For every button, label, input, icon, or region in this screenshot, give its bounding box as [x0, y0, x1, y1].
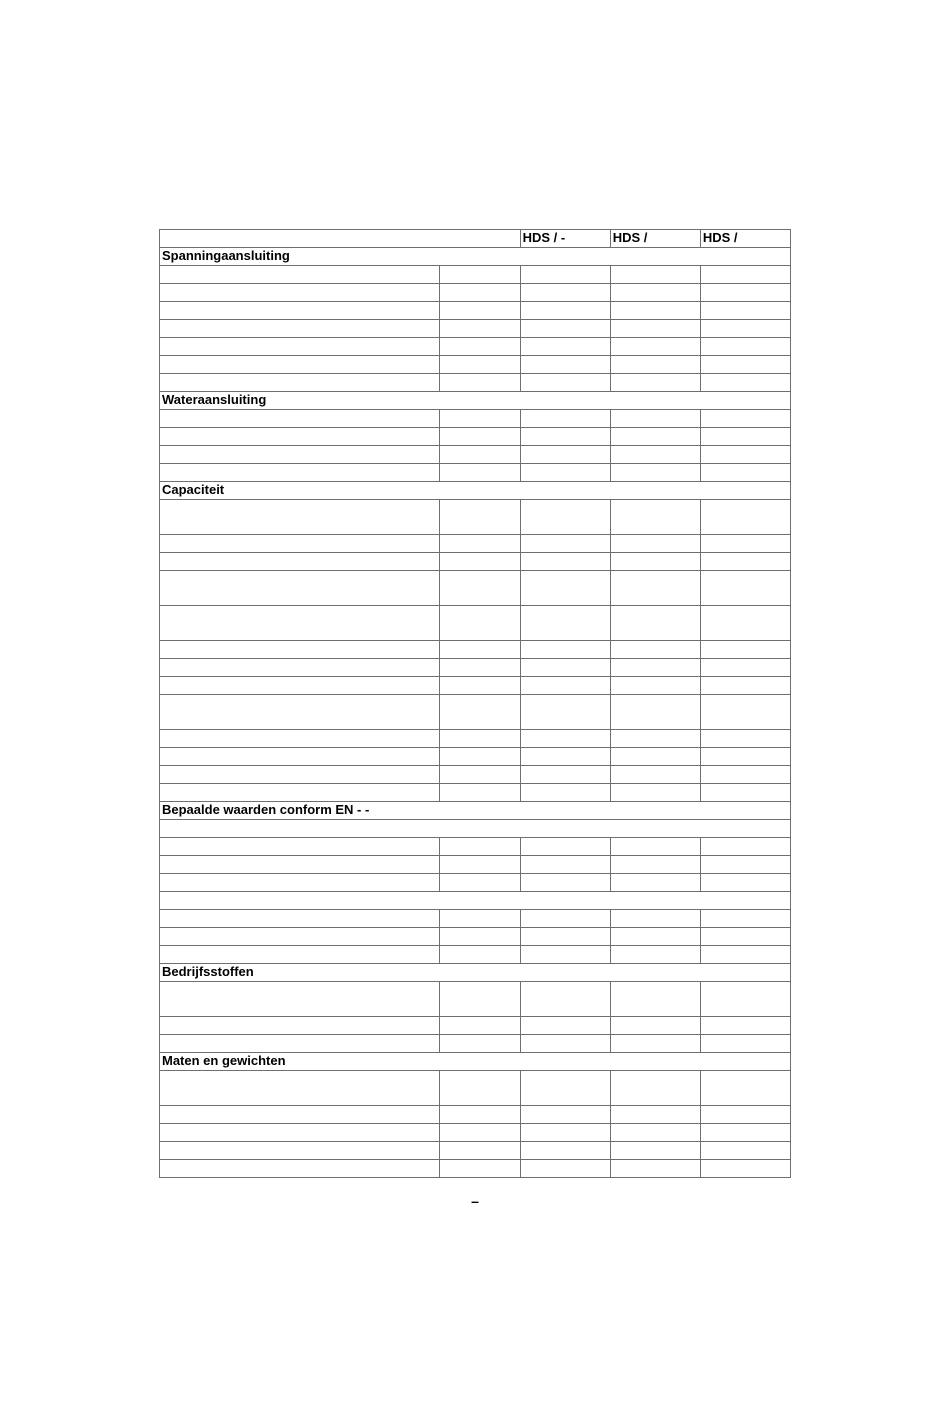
model-column-header: HDS / - — [520, 230, 610, 248]
table-row — [160, 874, 791, 892]
table-row — [160, 892, 791, 910]
header-blank-cell — [160, 230, 521, 248]
table-cell — [160, 928, 440, 946]
table-cell — [440, 910, 520, 928]
table-cell — [160, 606, 440, 641]
table-cell — [520, 982, 610, 1017]
table-cell — [610, 266, 700, 284]
table-cell — [160, 320, 440, 338]
table-cell — [610, 982, 700, 1017]
table-cell — [610, 553, 700, 571]
table-cell — [700, 641, 790, 659]
table-cell — [160, 410, 440, 428]
section-heading: Bepaalde waarden conform EN - - — [160, 802, 791, 820]
table-cell — [520, 1071, 610, 1106]
table-cell — [700, 1035, 790, 1053]
table-cell — [160, 284, 440, 302]
table-cell — [610, 428, 700, 446]
table-cell — [440, 446, 520, 464]
table-cell — [440, 553, 520, 571]
table-cell — [520, 302, 610, 320]
table-cell — [160, 856, 440, 874]
table-cell — [520, 730, 610, 748]
table-cell — [700, 730, 790, 748]
table-cell — [700, 1160, 790, 1178]
table-row — [160, 784, 791, 802]
table-cell — [520, 428, 610, 446]
table-row — [160, 766, 791, 784]
section-heading-row — [160, 1053, 791, 1071]
table-cell — [700, 784, 790, 802]
table-cell — [160, 659, 440, 677]
table-cell — [160, 1160, 440, 1178]
table-cell — [440, 766, 520, 784]
table-cell — [610, 946, 700, 964]
table-cell — [610, 1035, 700, 1053]
table-row — [160, 606, 791, 641]
table-cell — [520, 766, 610, 784]
table-cell — [440, 1124, 520, 1142]
table-row — [160, 730, 791, 748]
table-cell — [700, 284, 790, 302]
table-cell — [440, 677, 520, 695]
table-cell — [440, 464, 520, 482]
table-cell — [520, 659, 610, 677]
table-cell — [520, 338, 610, 356]
table-cell — [160, 1035, 440, 1053]
table-row — [160, 659, 791, 677]
table-cell — [700, 302, 790, 320]
table-cell — [610, 302, 700, 320]
table-row — [160, 1142, 791, 1160]
table-cell — [520, 1142, 610, 1160]
table-cell — [160, 535, 440, 553]
table-cell — [520, 1160, 610, 1178]
table-row — [160, 446, 791, 464]
table-cell — [700, 571, 790, 606]
table-cell — [160, 982, 440, 1017]
table-cell — [440, 1142, 520, 1160]
table-cell — [440, 695, 520, 730]
table-cell — [700, 356, 790, 374]
table-cell — [160, 356, 440, 374]
table-cell — [440, 1071, 520, 1106]
table-cell — [610, 356, 700, 374]
table-cell — [160, 1106, 440, 1124]
table-row — [160, 928, 791, 946]
table-cell — [520, 1124, 610, 1142]
table-cell — [160, 374, 440, 392]
table-cell — [160, 338, 440, 356]
table-cell — [440, 302, 520, 320]
table-cell — [700, 428, 790, 446]
table-row — [160, 946, 791, 964]
table-cell — [700, 982, 790, 1017]
table-cell — [440, 374, 520, 392]
table-cell — [520, 677, 610, 695]
table-row — [160, 356, 791, 374]
table-cell — [610, 874, 700, 892]
table-row — [160, 302, 791, 320]
table-cell — [700, 1017, 790, 1035]
table-row — [160, 1124, 791, 1142]
table-cell — [700, 695, 790, 730]
table-row — [160, 553, 791, 571]
section-heading: Wateraansluiting — [160, 392, 791, 410]
table-cell — [160, 820, 791, 838]
table-cell — [440, 535, 520, 553]
table-cell — [610, 410, 700, 428]
table-row — [160, 1035, 791, 1053]
table-cell — [160, 446, 440, 464]
table-cell — [520, 320, 610, 338]
table-cell — [440, 1160, 520, 1178]
table-cell — [440, 928, 520, 946]
table-row — [160, 374, 791, 392]
table-cell — [520, 748, 610, 766]
table-cell — [160, 266, 440, 284]
table-cell — [610, 1142, 700, 1160]
table-cell — [610, 606, 700, 641]
table-cell — [440, 338, 520, 356]
table-cell — [440, 428, 520, 446]
table-cell — [700, 446, 790, 464]
table-cell — [700, 910, 790, 928]
table-row — [160, 284, 791, 302]
table-cell — [520, 1035, 610, 1053]
table-cell — [610, 1071, 700, 1106]
table-cell — [440, 641, 520, 659]
table-cell — [700, 1124, 790, 1142]
table-cell — [700, 928, 790, 946]
table-cell — [440, 606, 520, 641]
table-cell — [160, 571, 440, 606]
table-cell — [610, 928, 700, 946]
table-cell — [610, 446, 700, 464]
table-cell — [700, 856, 790, 874]
table-row — [160, 856, 791, 874]
model-column-header: HDS / — [700, 230, 790, 248]
table-row — [160, 1106, 791, 1124]
table-cell — [610, 1106, 700, 1124]
table-cell — [700, 266, 790, 284]
table-cell — [160, 641, 440, 659]
table-cell — [700, 320, 790, 338]
table-row — [160, 428, 791, 446]
technical-data-table — [159, 229, 791, 1178]
table-cell — [520, 356, 610, 374]
table-cell — [160, 677, 440, 695]
table-cell — [610, 748, 700, 766]
table-cell — [160, 1124, 440, 1142]
table-cell — [700, 766, 790, 784]
table-cell — [520, 856, 610, 874]
table-cell — [520, 946, 610, 964]
table-cell — [520, 784, 610, 802]
table-cell — [700, 1106, 790, 1124]
table-cell — [700, 838, 790, 856]
table-cell — [160, 1017, 440, 1035]
table-row — [160, 535, 791, 553]
table-cell — [520, 910, 610, 928]
table-cell — [440, 730, 520, 748]
table-cell — [610, 659, 700, 677]
table-cell — [610, 1017, 700, 1035]
table-cell — [700, 946, 790, 964]
table-row — [160, 320, 791, 338]
table-row — [160, 410, 791, 428]
table-row — [160, 1160, 791, 1178]
table-cell — [610, 535, 700, 553]
table-cell — [610, 500, 700, 535]
table-header-row — [160, 230, 791, 248]
table-cell — [700, 748, 790, 766]
table-cell — [610, 374, 700, 392]
table-cell — [700, 464, 790, 482]
table-cell — [520, 284, 610, 302]
table-cell — [520, 464, 610, 482]
table-cell — [160, 302, 440, 320]
table-row — [160, 820, 791, 838]
table-cell — [520, 641, 610, 659]
table-cell — [520, 500, 610, 535]
table-cell — [610, 641, 700, 659]
table-cell — [160, 1071, 440, 1106]
table-cell — [440, 659, 520, 677]
table-cell — [440, 266, 520, 284]
table-cell — [160, 428, 440, 446]
table-cell — [700, 374, 790, 392]
table-row — [160, 695, 791, 730]
table-cell — [520, 874, 610, 892]
table-cell — [160, 766, 440, 784]
table-row — [160, 571, 791, 606]
table-row — [160, 838, 791, 856]
table-cell — [700, 874, 790, 892]
table-cell — [700, 410, 790, 428]
table-cell — [160, 500, 440, 535]
table-cell — [520, 838, 610, 856]
section-heading: Bedrijfsstoffen — [160, 964, 791, 982]
table-cell — [440, 1035, 520, 1053]
table-cell — [610, 730, 700, 748]
table-cell — [610, 677, 700, 695]
table-cell — [440, 410, 520, 428]
section-heading: Capaciteit — [160, 482, 791, 500]
table-cell — [440, 571, 520, 606]
table-row — [160, 266, 791, 284]
table-cell — [610, 571, 700, 606]
table-cell — [520, 374, 610, 392]
table-cell — [440, 784, 520, 802]
table-row — [160, 982, 791, 1017]
table-cell — [700, 553, 790, 571]
table-row — [160, 338, 791, 356]
table-cell — [440, 356, 520, 374]
table-cell — [700, 659, 790, 677]
section-heading-row — [160, 482, 791, 500]
table-cell — [520, 266, 610, 284]
table-cell — [520, 1106, 610, 1124]
table-cell — [520, 535, 610, 553]
table-cell — [440, 856, 520, 874]
table-cell — [610, 910, 700, 928]
table-cell — [440, 748, 520, 766]
table-row — [160, 910, 791, 928]
table-cell — [440, 500, 520, 535]
table-cell — [610, 838, 700, 856]
table-cell — [700, 338, 790, 356]
table-cell — [610, 695, 700, 730]
section-heading-row — [160, 392, 791, 410]
table-cell — [520, 695, 610, 730]
table-cell — [520, 928, 610, 946]
table-cell — [520, 606, 610, 641]
table-cell — [520, 1017, 610, 1035]
table-cell — [440, 284, 520, 302]
table-cell — [160, 1142, 440, 1160]
table-cell — [700, 606, 790, 641]
table-cell — [160, 730, 440, 748]
table-cell — [440, 838, 520, 856]
table-cell — [520, 410, 610, 428]
section-heading: Spanningaansluiting — [160, 248, 791, 266]
table-cell — [610, 338, 700, 356]
table-cell — [700, 677, 790, 695]
table-cell — [610, 1124, 700, 1142]
table-row — [160, 748, 791, 766]
table-cell — [440, 1106, 520, 1124]
section-heading: Maten en gewichten — [160, 1053, 791, 1071]
table-cell — [440, 946, 520, 964]
table-cell — [610, 284, 700, 302]
section-heading-row — [160, 964, 791, 982]
table-cell — [160, 910, 440, 928]
table-cell — [610, 1160, 700, 1178]
table-cell — [610, 784, 700, 802]
table-cell — [160, 874, 440, 892]
table-cell — [160, 784, 440, 802]
model-column-header: HDS / — [610, 230, 700, 248]
table-cell — [610, 320, 700, 338]
table-cell — [160, 695, 440, 730]
table-cell — [440, 874, 520, 892]
table-cell — [700, 500, 790, 535]
table-cell — [440, 982, 520, 1017]
table-cell — [160, 892, 791, 910]
table-row — [160, 500, 791, 535]
section-heading-row — [160, 248, 791, 266]
table-row — [160, 641, 791, 659]
table-cell — [700, 1071, 790, 1106]
section-heading-row — [160, 802, 791, 820]
table-cell — [160, 838, 440, 856]
table-row — [160, 464, 791, 482]
table-cell — [520, 553, 610, 571]
table-cell — [610, 766, 700, 784]
table-cell — [520, 571, 610, 606]
table-row — [160, 677, 791, 695]
table-row — [160, 1017, 791, 1035]
table-row — [160, 1071, 791, 1106]
table-cell — [440, 320, 520, 338]
table-cell — [160, 748, 440, 766]
table-cell — [610, 464, 700, 482]
table-cell — [610, 856, 700, 874]
table-cell — [440, 1017, 520, 1035]
table-cell — [700, 1142, 790, 1160]
table-cell — [700, 535, 790, 553]
table-cell — [160, 553, 440, 571]
table-cell — [520, 446, 610, 464]
table-cell — [160, 946, 440, 964]
table-cell — [160, 464, 440, 482]
page-number: – — [471, 1193, 479, 1209]
